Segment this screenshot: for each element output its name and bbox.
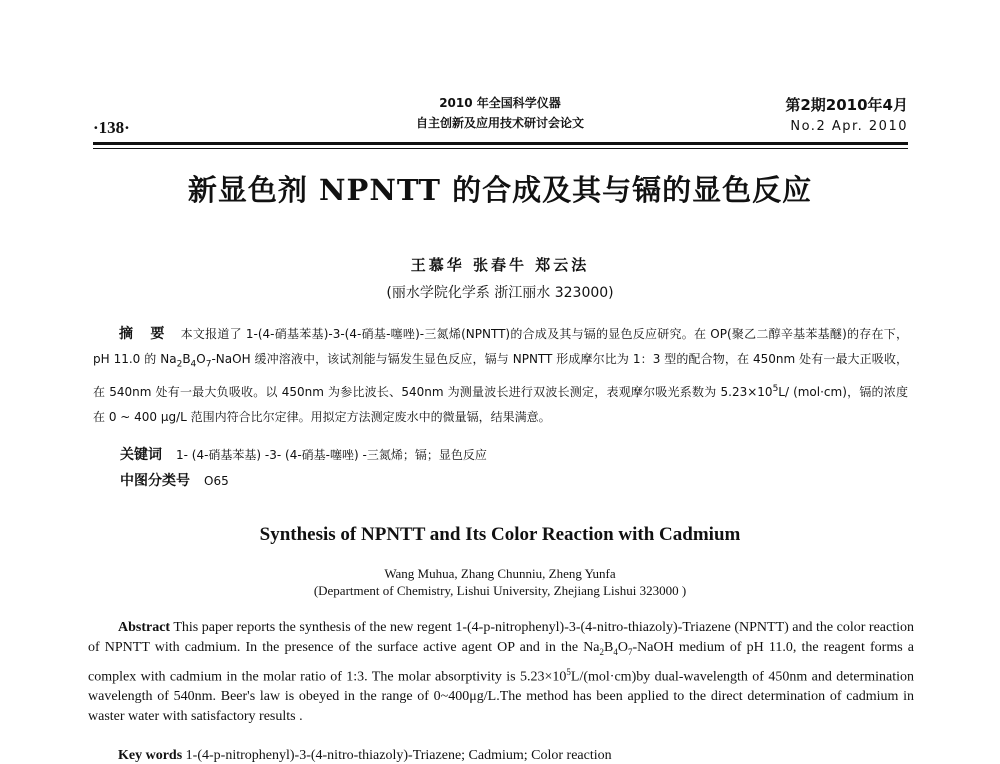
title-cn: 新显色剂 NPNTT 的合成及其与镉的显色反应 xyxy=(187,173,813,207)
clc-text: O65 xyxy=(204,474,229,488)
keywords-cn-text: 1- (4-硝基苯基) -3- (4-硝基-噻唑) -三氮烯；镉；显色反应 xyxy=(176,448,487,462)
keywords-en-label: Key words xyxy=(118,748,183,763)
abstract-cn-text: O xyxy=(196,352,206,366)
subscript: 7 xyxy=(205,359,212,370)
abstract-cn-label: 摘 要 xyxy=(119,326,171,342)
subscript: 7 xyxy=(628,646,633,657)
issue-cn: 第2期2010年4月 xyxy=(785,96,908,114)
page-number: ·138· xyxy=(93,118,130,137)
conference-line-2: 自主创新及应用技术研讨会论文 xyxy=(415,116,584,130)
header-rule-thick xyxy=(93,142,908,145)
keywords-cn xyxy=(120,444,487,464)
issue-en: No.2 Apr. 2010 xyxy=(790,119,908,134)
authors-cn: 王慕华 张春牛 郑云法 xyxy=(410,256,590,274)
superscript: 5 xyxy=(772,384,779,395)
issue-info xyxy=(785,94,908,138)
keywords-en-text: 1-(4-p-nitrophenyl)-3-(4-nitro-thiazoly)-Triazene; Cadmium; Color reaction xyxy=(185,748,612,763)
clc-label: 中图分类号 xyxy=(120,473,190,489)
abstract-cn xyxy=(93,322,908,430)
subscript: 4 xyxy=(613,646,618,657)
conference-name xyxy=(330,93,670,133)
abstract-cn-text: B xyxy=(182,352,191,366)
title-en: Synthesis of NPNTT and Its Color Reaction with Cadmium xyxy=(259,524,741,545)
abstract-en-text: O xyxy=(617,640,628,655)
abstract-en-text: This paper reports the synthesis of the new regent 1-(4-p-nitrophenyl)-3-(4-nitro-thiazoly)-Triazene (NPNTT) and the color reaction of NPNTT with cadmium. In the presence of the surface active agent OP and in the Na xyxy=(88,620,914,655)
authors-en: Wang Muhua, Zhang Chunniu, Zheng Yunfa xyxy=(384,566,616,581)
affiliation-en: (Department of Chemistry, Lishui University, Zhejiang Lishui 323000 ) xyxy=(313,583,687,598)
abstract-cn-text: 本文报道了 1-(4-硝基苯基)-3-(4-硝基-噻唑)-三氮烯(NPNTT)的合成及其与镉的显色反应研究。在 OP(聚乙二醇辛基苯基醚)的存在下，pH 11.0 的 Na xyxy=(93,327,908,366)
abstract-en-label: Abstract xyxy=(118,620,171,635)
subscript: 4 xyxy=(190,359,197,370)
clc-number xyxy=(120,470,229,490)
abstract-en-text: -NaOH medium of pH 11.0, the reagent forms a complex with cadmium in the molar ratio of 1:3. The molar absorptivity is 5.23×10 xyxy=(88,640,914,685)
affiliation-cn: (丽水学院化学系 浙江丽水 323000) xyxy=(386,285,614,301)
abstract-cn-text: -NaOH 缓冲溶液中，该试剂能与镉发生显色反应，镉与 NPNTT 形成摩尔比为 1：3 型的配合物，在 450nm 处有一最大正吸收，在 540nm 处有一最大负吸收。以 450nm 为参比波长、540nm 为测量波长进行双波长测定，表观摩尔吸光系数为 5.23×10 xyxy=(93,352,908,400)
keywords-cn-label: 关键词 xyxy=(120,447,162,463)
abstract-cn-text: L/ (mol·cm)，镉的浓度在 0 ~ 400 μg/L 范围内符合比尔定律。用拟定方法测定废水中的微量镉，结果满意。 xyxy=(93,385,909,425)
conference-line-1: 2010 年全国科学仪器 xyxy=(439,96,561,110)
abstract-en-text: B xyxy=(604,640,614,655)
superscript: 5 xyxy=(566,666,571,677)
subscript: 2 xyxy=(176,359,183,370)
abstract-en-text: L/(mol·cm)by dual-wavelength of 450nm and determination wavelength of 540nm. Beer's law is obeyed in the range of 0~400μg/L.The method has been applied to the direct determination of cadmium in waster water with satisfactory results . xyxy=(88,669,914,725)
subscript: 2 xyxy=(599,646,605,657)
keywords-en xyxy=(118,748,612,764)
header-rule-thin xyxy=(93,148,908,149)
abstract-en xyxy=(88,618,914,727)
